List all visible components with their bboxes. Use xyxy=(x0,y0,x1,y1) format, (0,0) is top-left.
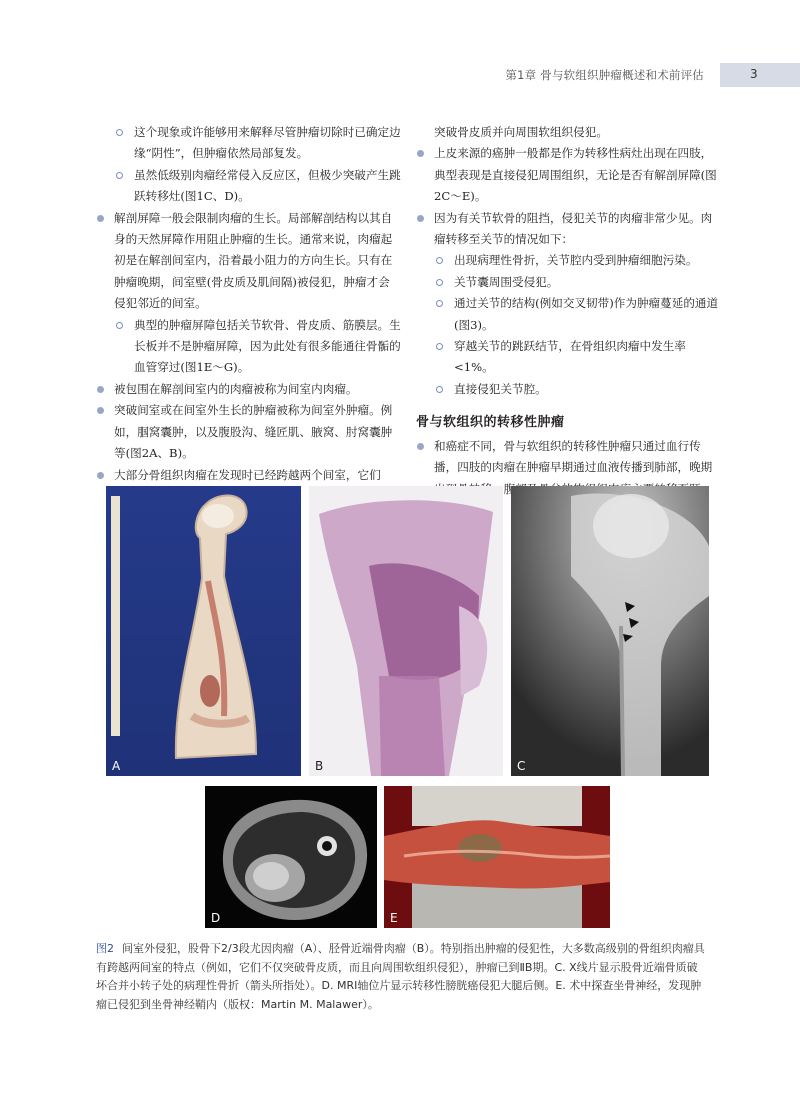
caption-label: 图2 xyxy=(96,942,114,955)
thigh-mri-illustration xyxy=(205,786,377,928)
list-item: 直接侵犯关节腔。 xyxy=(416,379,721,400)
figure-label: B xyxy=(315,759,324,773)
list-item: 和癌症不同，骨与软组织的转移性肿瘤只通过血行传播，四肢的肉瘤在肿瘤早期通过血液传播到肺部，晚期 。腹 xyxy=(416,436,721,500)
figure-a-specimen-photo xyxy=(106,486,301,776)
list-item: 典型的肿瘤屏障包括关节软骨、骨皮质、筋膜层。生长板并不是肿瘤屏障，因为此处有很多能通往骨骺的血管穿过(图1E～G)。 xyxy=(96,315,401,379)
figure-label: D xyxy=(211,911,221,925)
sciatic-nerve-surgery-illustration xyxy=(384,786,610,928)
figure-c-xray-image xyxy=(511,486,709,776)
list-item: 突破间室或在间室外生长的肿瘤被称为间室外肿瘤。例如，腘窝囊肿，以及腹股沟、缝匠肌、腋窝、肘窝囊肿等(图2A、B)。 xyxy=(96,400,401,464)
list-item: 解剖屏障一般会限制肉瘤的生长。局部解剖结构以其自身的天然屏障作用阻止肿瘤的生长。通常来说，肉瘤起初是在解剖间室内，沿着最小阻力的方向生长。只有在肿瘤晚期，间室壁(骨皮质及肌间隔)被侵犯，肿瘤才会侵犯邻近的间室。 xyxy=(96,208,401,315)
section-heading: 骨与软组织的转移性肿瘤 xyxy=(416,415,565,431)
page-number-tab xyxy=(720,63,800,87)
running-header: 第1章 骨与软组织肿瘤概述和术前评估 xyxy=(505,68,704,82)
list-item: 通过关节的结构(例如交叉韧带)作为肿瘤蔓延的通道(图3)。 xyxy=(416,293,721,336)
list-item: 上皮来源的癌肿一般都是作为转移性病灶出现在四肢，典型表现是直接侵犯周围组织，无论是否有解剖屏障(图2C～E)。 xyxy=(416,143,721,207)
caption-text: 间室外侵犯，股骨下2/3段尤因肉瘤（A）、胫骨近端骨肉瘤（B）。特别指出肿瘤的侵犯性，大多数高级别的骨组织肉瘤具有跨越两间室的特点（例如，它们不仅突破骨皮质，而且向周围软组织侵犯），肿瘤已到ⅡB期。C. X线片显示股骨近端骨质破坏合并小转子处的病理性骨折（箭头所指处）。D. MRI轴位片显示转移性膀胱癌侵犯大腿后侧。E. 术中探查坐骨神经，发现肿瘤已侵犯到坐骨神经鞘内（版权：Martin M. Malawer）。 xyxy=(96,942,705,1011)
figure-label: C xyxy=(517,759,526,773)
list-item: 被包围在解剖间室内的肉瘤被称为间室内肉瘤。 xyxy=(96,379,401,400)
list-item: 关节囊周围受侵犯。 xyxy=(416,272,721,293)
figure-b-histology-image xyxy=(309,486,503,776)
femur-specimen-illustration xyxy=(106,486,301,776)
paragraph-continuation: 突破骨皮质并向周围软组织侵犯。 xyxy=(434,125,608,139)
figure-label: A xyxy=(112,759,121,773)
proximal-femur-xray-illustration xyxy=(511,486,709,776)
right-column xyxy=(416,122,721,500)
figure-label: E xyxy=(390,911,398,925)
left-column xyxy=(96,122,401,486)
list-item: 虽然低级别肉瘤经常侵入反应区，但极少突破产生跳跃转移灶(图1C、D)。 xyxy=(96,165,401,208)
list-item: 这个现象或许能够用来解释尽管肿瘤切除时已确定边缘“阴性”，但肿瘤依然局部复发。 xyxy=(96,122,401,165)
figure-d-mri-image xyxy=(205,786,377,928)
figure-e-intraoperative-photo xyxy=(384,786,610,928)
list-item: 出现病理性骨折，关节腔内受到肿瘤细胞污染。 xyxy=(416,250,721,271)
figure-caption xyxy=(96,940,706,1014)
list-item: 因为有关节软骨的阻挡，侵犯关节的肉瘤非常少见。肉瘤转移至关节的情况如下： xyxy=(416,208,721,251)
tibia-histology-illustration xyxy=(309,486,503,776)
list-item: 大部分骨组织肉瘤在发现时已经跨越两个间室，它们 xyxy=(96,465,401,486)
page-number: 3 xyxy=(750,67,758,81)
list-item: 穿越关节的跳跃结节，在骨组织肉瘤中发生率<1%。 xyxy=(416,336,721,379)
